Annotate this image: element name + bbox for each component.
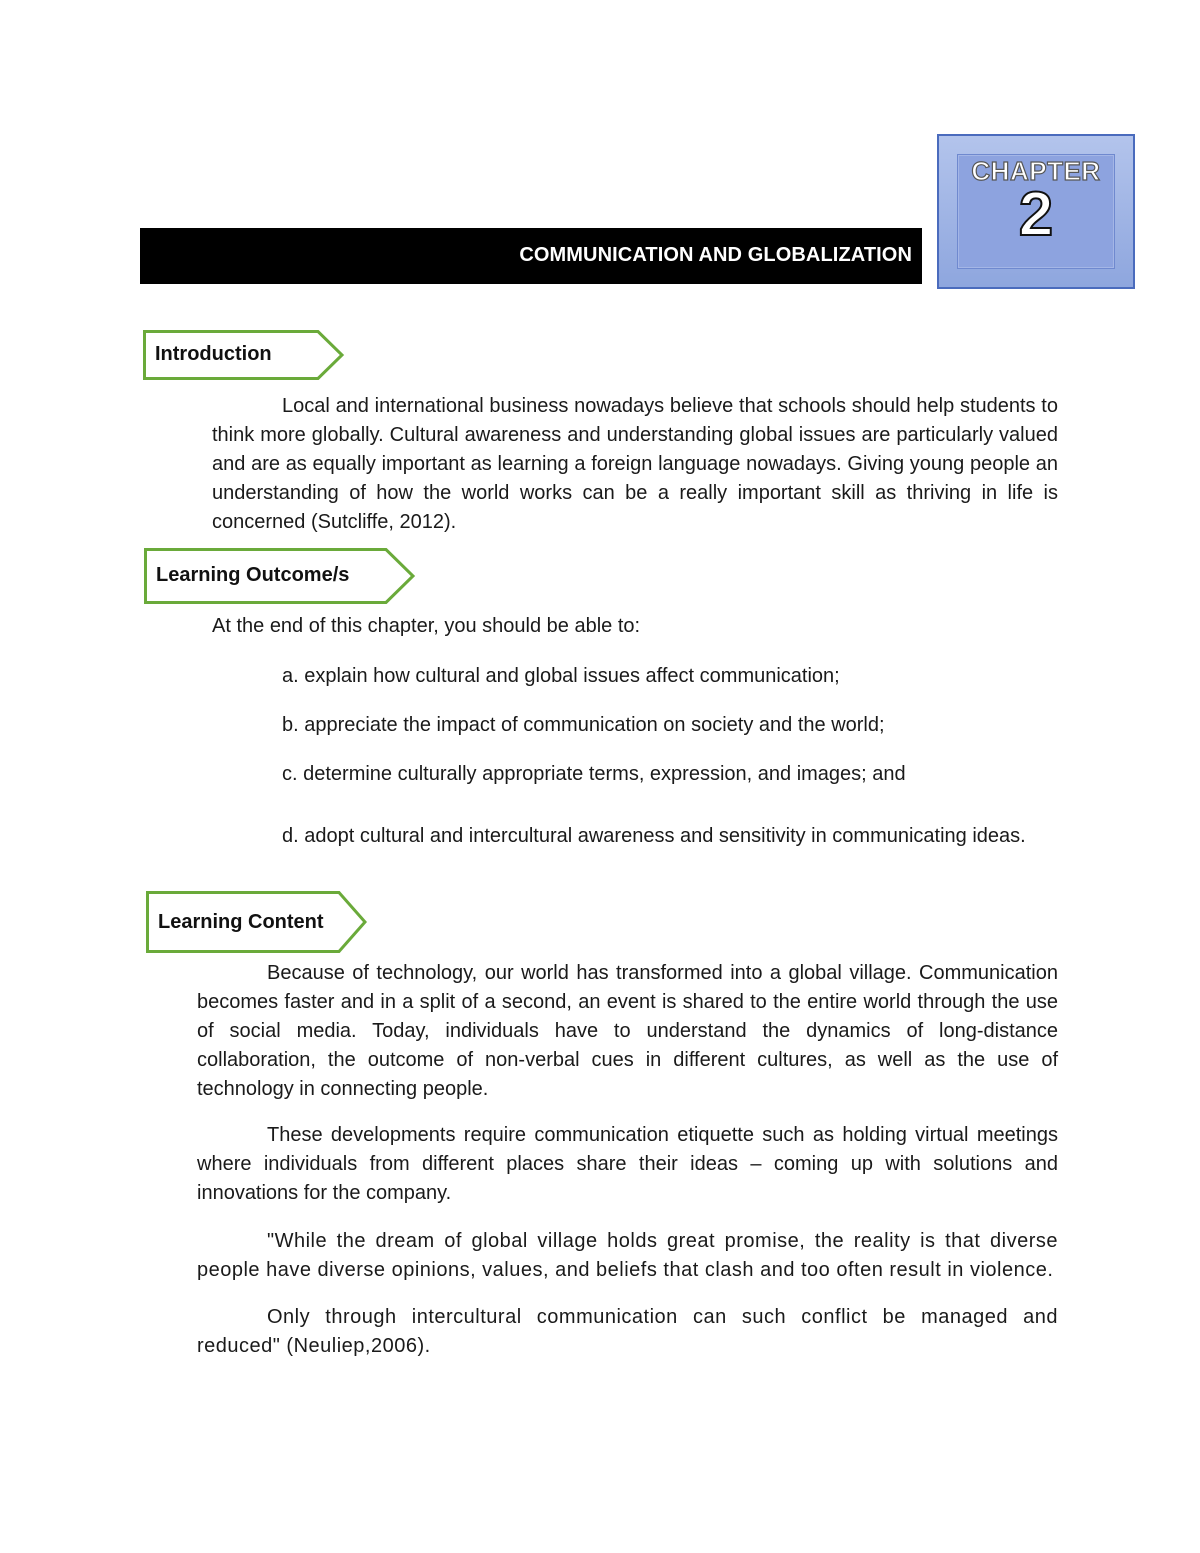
learning-outcomes-tag: [144, 548, 416, 604]
chapter-badge: [937, 134, 1135, 289]
title-bar: [140, 228, 922, 284]
learning-content-tag: [146, 891, 368, 953]
content-quote-paragraph-2: Only through intercultural communication can such conflict be managed and reduced" (Neuliep,2006).: [197, 1306, 1058, 1357]
content-paragraph-2: These developments require communication etiquette such as holding virtual meetings where individuals from different places share their ideas – coming up with solutions and innovations for the company.: [197, 1124, 1058, 1204]
chapter-number: 2: [1018, 180, 1054, 249]
outcome-item-c: c. determine culturally appropriate terms, expression, and images; and: [282, 763, 906, 785]
chapter-word: CHAPTER: [971, 156, 1101, 186]
learning-outcomes-label: Learning Outcome/s: [156, 564, 350, 586]
content-quote-paragraph-1: "While the dream of global village holds great promise, the reality is that diverse people have diverse opinions, values, and beliefs that clash and too often result in violence.: [197, 1230, 1058, 1281]
learning-content-label: Learning Content: [158, 911, 324, 933]
chapter-title: COMMUNICATION AND GLOBALIZATION: [519, 244, 912, 266]
outcome-item-a: a. explain how cultural and global issues affect communication;: [282, 665, 840, 687]
introduction-paragraph: Local and international business nowadays believe that schools should help students to think more globally. Cultural awareness and understanding global issues are particularly valued and are as equally important as learning a foreign language nowadays. Giving young people an understanding of how the world works can be a really important skill as thriving in life is concerned (Sutcliffe, 2012).: [212, 395, 1058, 533]
introduction-label: Introduction: [155, 343, 272, 365]
outcome-item-d: d. adopt cultural and intercultural awareness and sensitivity in communicating ideas.: [282, 825, 1026, 847]
outcomes-lead: At the end of this chapter, you should be able to:: [212, 615, 641, 637]
outcome-item-b: b. appreciate the impact of communication on society and the world;: [282, 714, 885, 736]
content-paragraph-1: Because of technology, our world has transformed into a global village. Communication becomes faster and in a split of a second, an event is shared to the entire world through the use of social media. Today, individuals have to understand the dynamics of long-distance collaboration, the outcome of non-verbal cues in different cultures, as well as the use of technology in connecting people.: [197, 962, 1058, 1100]
introduction-tag: [143, 330, 345, 380]
